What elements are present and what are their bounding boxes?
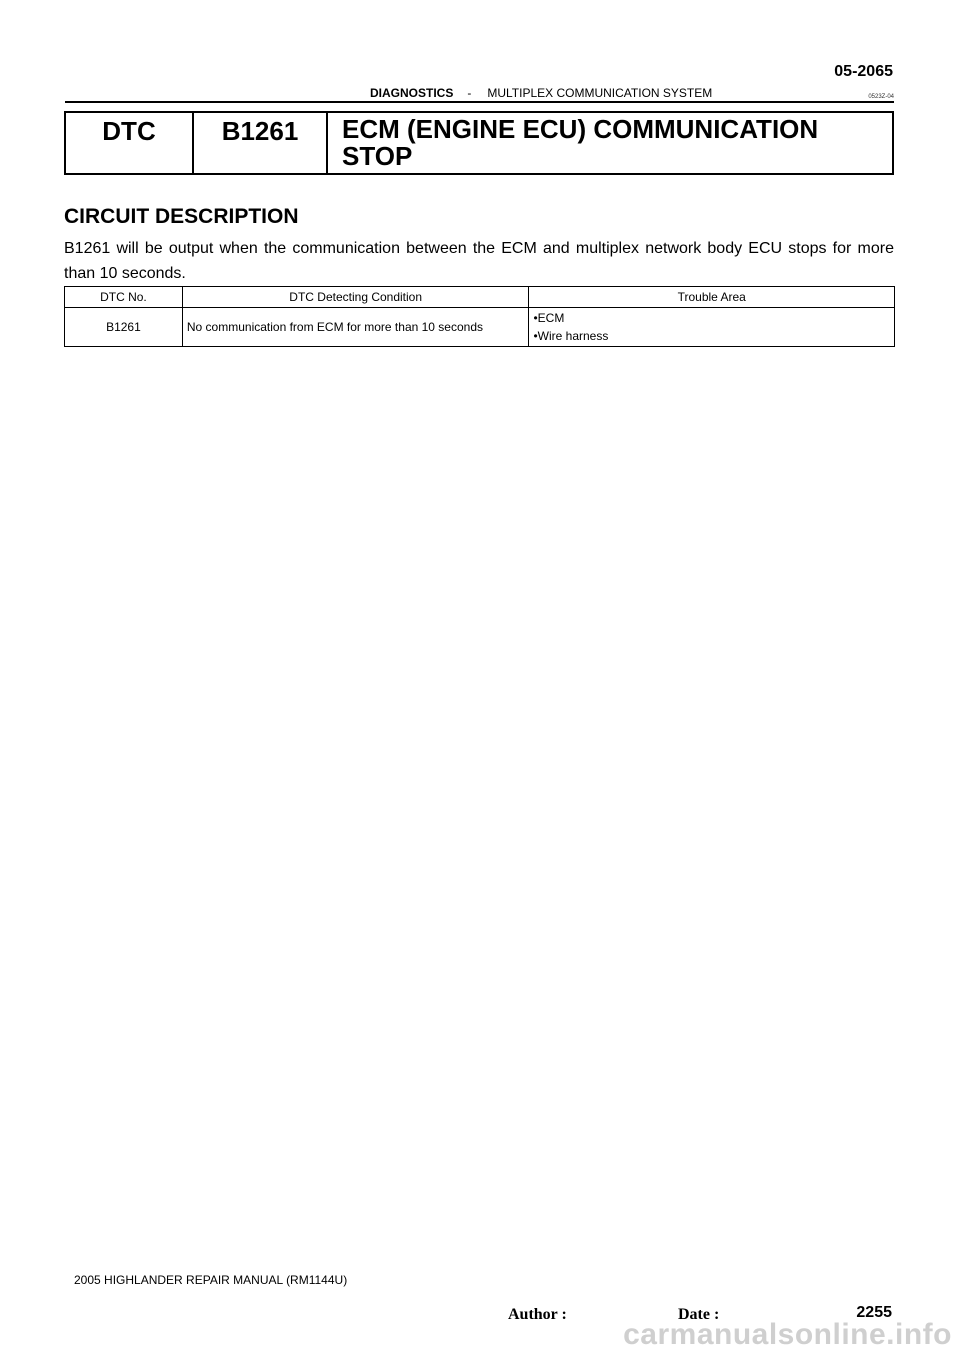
footer-author-label: Author : bbox=[508, 1306, 567, 1323]
header-separator: - bbox=[467, 86, 472, 100]
dtc-code: B1261 bbox=[194, 113, 328, 173]
dtc-table bbox=[64, 286, 895, 347]
page-number: 05-2065 bbox=[834, 63, 893, 80]
table-header-row bbox=[65, 287, 895, 308]
cell-trouble-area bbox=[529, 308, 895, 347]
footer-date-label: Date : bbox=[678, 1306, 720, 1323]
dtc-name bbox=[328, 113, 818, 173]
table-row bbox=[65, 308, 895, 347]
cell-condition: No communication from ECM for more than 10 seconds bbox=[182, 308, 529, 347]
subsection-title: MULTIPLEX COMMUNICATION SYSTEM bbox=[487, 86, 713, 100]
footer-page-number: 2255 bbox=[856, 1304, 892, 1321]
column-header-condition: DTC Detecting Condition bbox=[182, 287, 529, 308]
header-rule bbox=[65, 101, 894, 103]
cell-dtc-no: B1261 bbox=[65, 308, 183, 347]
section-title: DIAGNOSTICS bbox=[370, 86, 454, 100]
list-item: • ECM bbox=[533, 309, 890, 327]
dtc-title-box bbox=[64, 111, 894, 175]
list-item: • Wire harness bbox=[533, 327, 890, 345]
running-header bbox=[370, 86, 712, 100]
circuit-description-text: B1261 will be output when the communication between the ECM and multiplex network body ECU stops for more than 10 seconds. bbox=[64, 240, 894, 282]
dtc-label: DTC bbox=[66, 113, 194, 173]
footer-manual-title: 2005 HIGHLANDER REPAIR MANUAL (RM1144U) bbox=[74, 1273, 348, 1287]
trouble-area-list bbox=[533, 309, 890, 345]
column-header-dtc-no: DTC No. bbox=[65, 287, 183, 308]
dtc-name-line2: STOP bbox=[342, 141, 413, 171]
watermark: carmanualsonline.info bbox=[623, 1318, 952, 1351]
document-code: 0523Z-04 bbox=[868, 94, 894, 100]
section-heading: CIRCUIT DESCRIPTION bbox=[64, 205, 299, 228]
column-header-trouble-area: Trouble Area bbox=[529, 287, 895, 308]
dtc-name-line1: ECM (ENGINE ECU) COMMUNICATION bbox=[342, 114, 819, 144]
